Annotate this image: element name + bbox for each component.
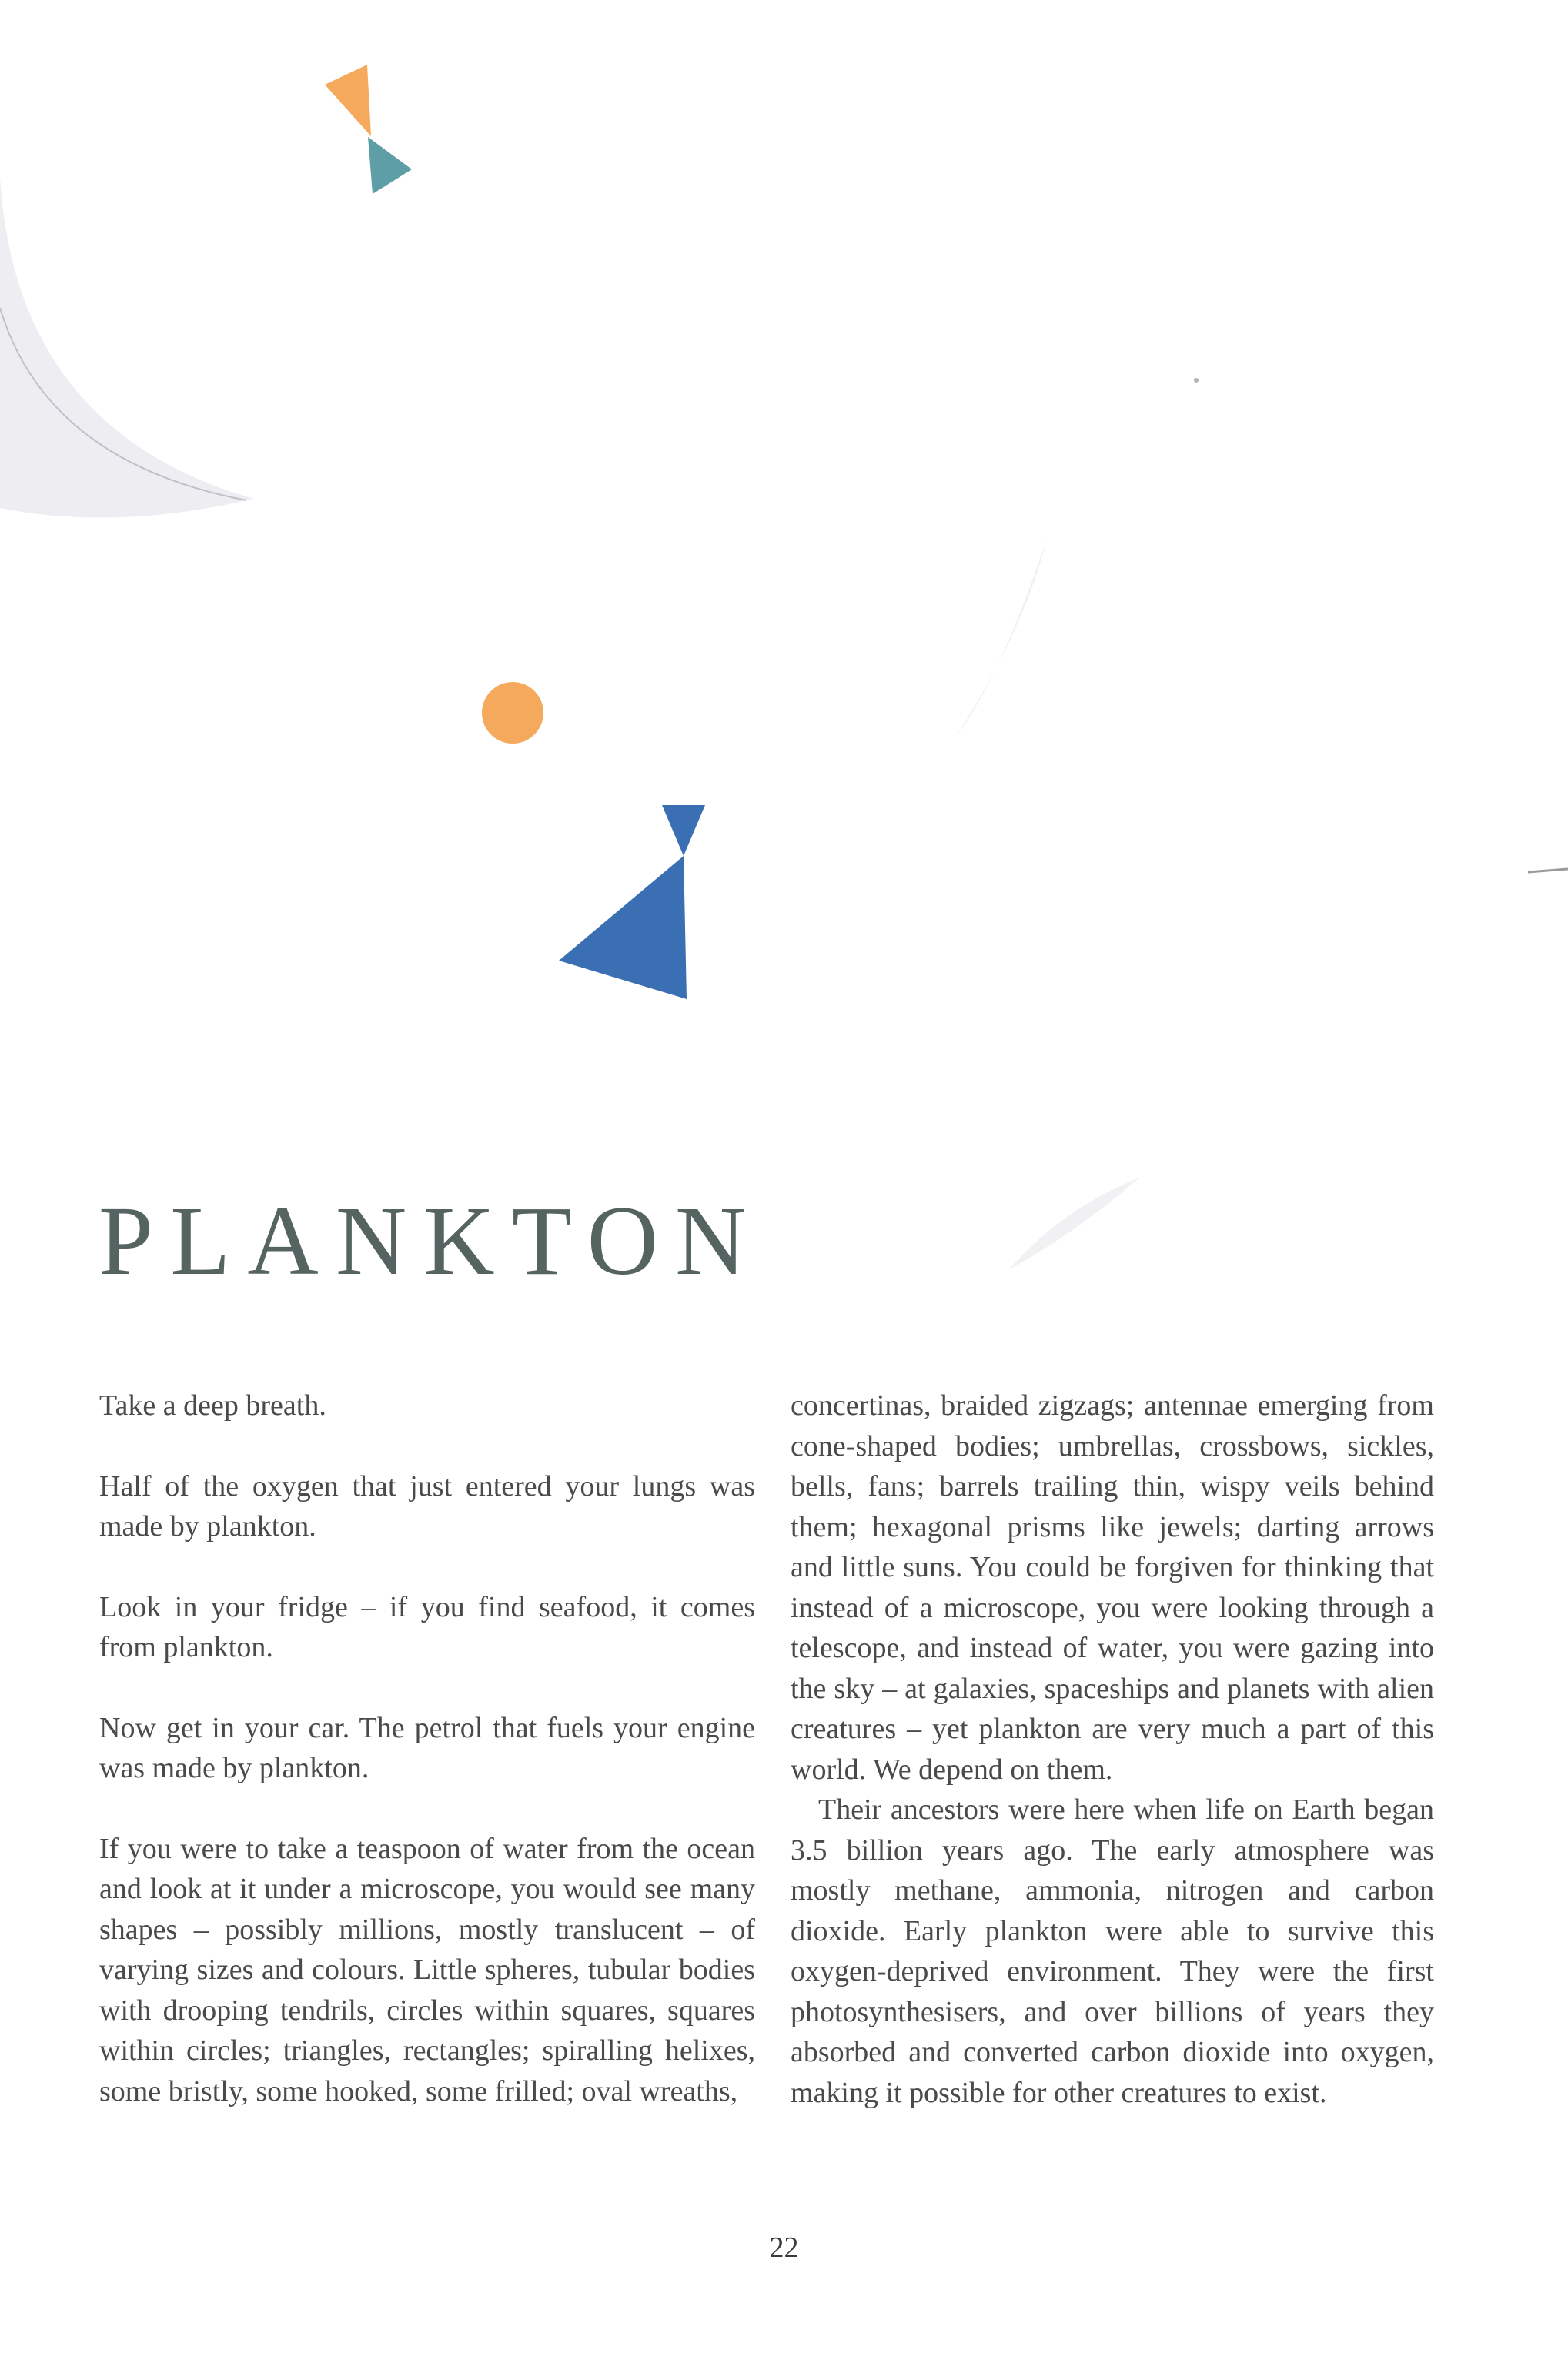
page-number: 22: [769, 2231, 799, 2264]
paragraph: If you were to take a teaspoon of water from the ocean and look at it under a microscope, you would see many shapes – possibly millions, mostly translucent – of varying sizes and colours. Little spheres, tubular bodies with drooping tendrils, circles within squares, squares within circles; triangles, rectangles; spiralling helixes, some bristly, some hooked, some frilled; oval wreaths,: [99, 1832, 755, 2108]
faint-leaf-shape-lower: [1008, 1178, 1139, 1270]
teal-triangle-shape: [368, 137, 412, 194]
paragraph: Now get in your car. The petrol that fuels your engine was made by plankton.: [99, 1711, 755, 1784]
edge-mark: [1528, 869, 1568, 872]
left-text-column: [99, 1386, 755, 2111]
blue-bowtie-bottom-shape: [559, 856, 687, 999]
paragraph: Their ancestors were here when life on Earth began 3.5 billion years ago. The early atmosphere was mostly methane, ammonia, nitrogen and carbon dioxide. Early plankton were able to survive this oxygen-deprived environment. They were the first photosynthesisers, and over billions of years they absorbed and converted carbon dioxide into oxygen, making it possible for other creatures to exist.: [791, 1793, 1434, 2109]
paragraph: Take a deep breath.: [99, 1389, 326, 1422]
faint-leaf-shape: [955, 539, 1047, 739]
blue-bowtie-top-shape: [662, 805, 705, 856]
paragraph: Look in your fridge – if you find seafood, it comes from plankton.: [99, 1590, 755, 1663]
right-text-column: [791, 1386, 1434, 2113]
pale-crescent-shape: [0, 177, 254, 518]
orange-dot-shape: [482, 682, 543, 744]
page-title: PLANKTON: [99, 1186, 764, 1295]
paragraph: concertinas, braided zigzags; antennae emerging from cone-shaped bodies; umbrellas, crossbows, sickles, bells, fans; barrels trailing thin, wispy veils behind them; hexagonal prisms like jewels; darting arrows and little suns. You could be forgiven for thinking that instead of a microscope, you were looking through a telescope, and instead of water, you were gazing into the sky – at galaxies, spaceships and planets with alien creatures – yet plankton are very much a part of this world. We depend on them.: [791, 1389, 1434, 1786]
paragraph: Half of the oxygen that just entered your lungs was made by plankton.: [99, 1469, 755, 1543]
orange-triangle-shape: [325, 65, 371, 136]
speck-mark: [1194, 378, 1199, 383]
